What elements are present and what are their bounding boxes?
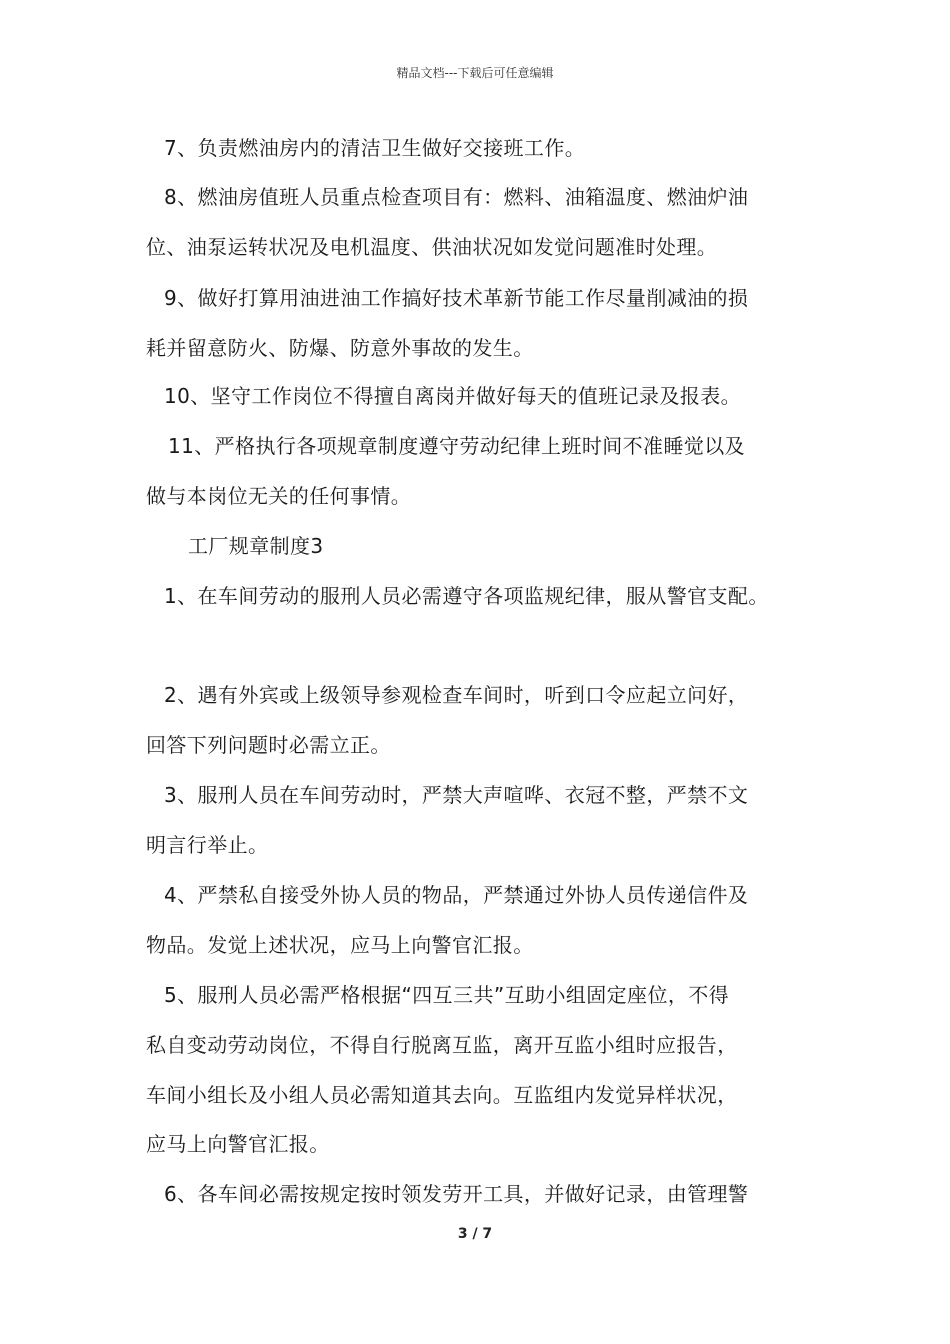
paragraph-7-line-1: 7、负责燃油房内的清洁卫生做好交接班工作。 — [164, 136, 586, 160]
paragraph-10-line-1: 10、坚守工作岗位不得擅自离岗并做好每天的值班记录及报表。 — [164, 384, 742, 408]
paragraph-8-line-2: 位、油泵运转状况及电机温度、供油状况如发觉问题准时处理。 — [146, 235, 718, 259]
page-number: 3 / 7 — [457, 1226, 493, 1242]
rule-5-line-3: 车间小组长及小组人员必需知道其去向。互监组内发觉异样状况， — [146, 1083, 738, 1107]
paragraph-9-line-2: 耗并留意防火、防爆、防意外事故的发生。 — [146, 336, 534, 360]
rule-2-line-1: 2、遇有外宾或上级领导参观检查车间时，听到口令应起立问好， — [164, 683, 749, 707]
paragraph-9-line-1: 9、做好打算用油进油工作搞好技术革新节能工作尽量削减油的损 — [164, 286, 749, 310]
rule-1-line-1: 1、在车间劳动的服刑人员必需遵守各项监规纪律，服从警官支配。 — [164, 584, 769, 608]
rule-5-line-1: 5、服刑人员必需严格根据“四互三共”互助小组固定座位，不得 — [164, 983, 730, 1007]
rule-5-line-4: 应马上向警官汇报。 — [146, 1132, 330, 1156]
rule-4-line-2: 物品。发觉上述状况，应马上向警官汇报。 — [146, 933, 534, 957]
paragraph-11-line-2: 做与本岗位无关的任何事情。 — [146, 484, 412, 508]
paragraph-11-line-1: 11、严格执行各项规章制度遵守劳动纪律上班时间不准睡觉以及 — [168, 434, 746, 458]
rule-4-line-1: 4、严禁私自接受外协人员的物品，严禁通过外协人员传递信件及 — [164, 883, 749, 907]
section-heading: 工厂规章制度3 — [188, 534, 324, 558]
rule-3-line-1: 3、服刑人员在车间劳动时，严禁大声喧哗、衣冠不整，严禁不文 — [164, 783, 749, 807]
rule-3-line-2: 明言行举止。 — [146, 833, 269, 857]
rule-2-line-2: 回答下列问题时必需立正。 — [146, 733, 391, 757]
page-header: 精品文档---下载后可任意编辑 — [396, 66, 554, 80]
rule-5-line-2: 私自变动劳动岗位，不得自行脱离互监，离开互监小组时应报告， — [146, 1033, 738, 1057]
rule-6-line-1: 6、各车间必需按规定按时领发劳开工具，并做好记录，由管理警 — [164, 1182, 749, 1206]
paragraph-8-line-1: 8、燃油房值班人员重点检查项目有：燃料、油箱温度、燃油炉油 — [164, 185, 749, 209]
